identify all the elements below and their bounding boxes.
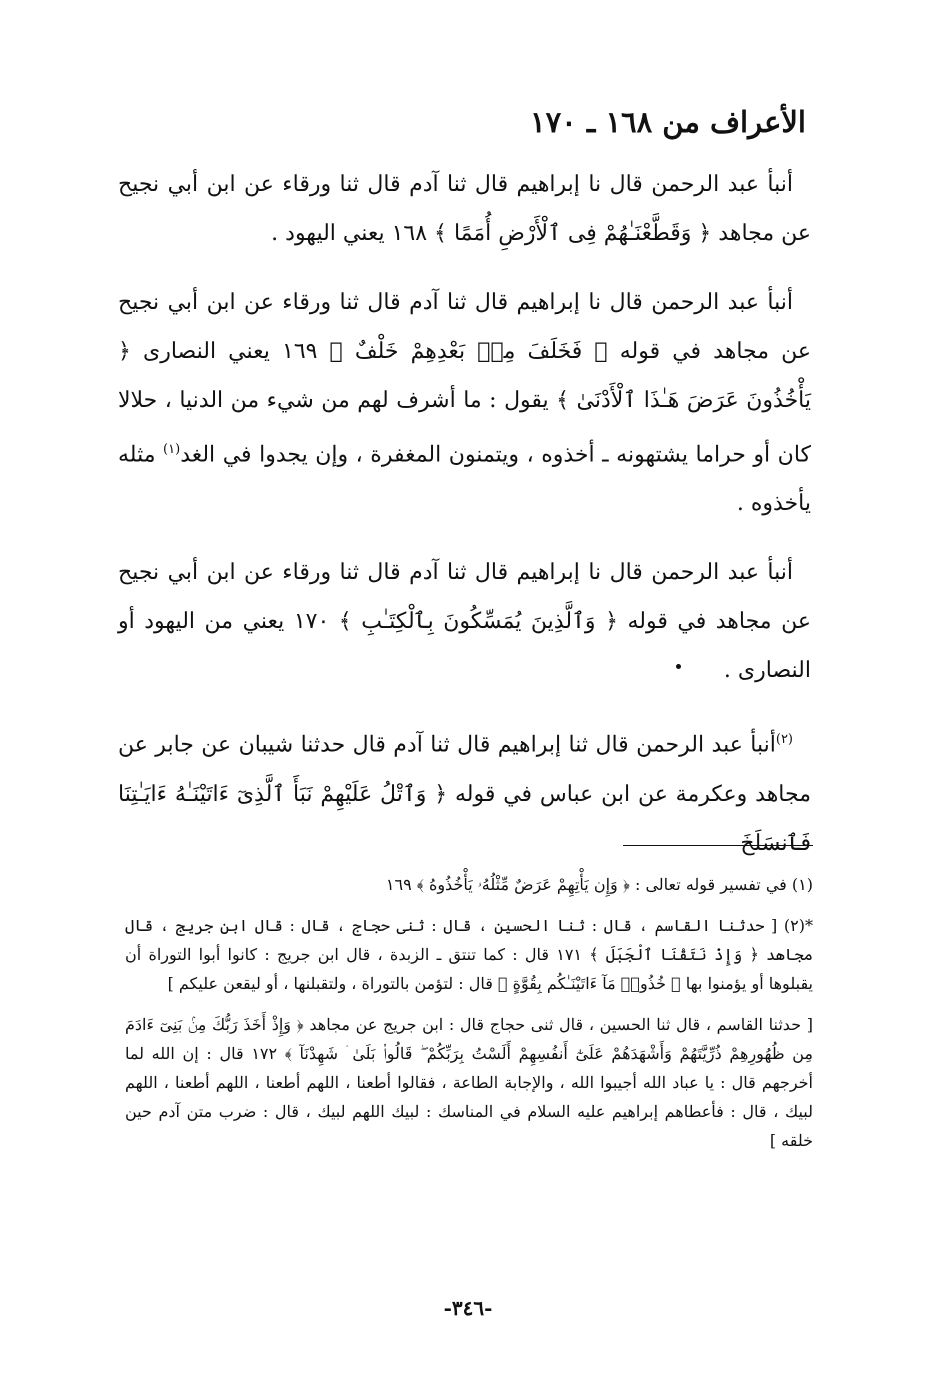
main-text [118,160,811,888]
header-title: الأعراف من ١٦٨ ـ ١٧٠ [530,105,806,139]
footnote-ref-1[interactable]: (١) [163,442,181,457]
paragraph-3 [118,548,811,695]
footnotes [125,870,813,1167]
footnote-ref-2[interactable]: (٢) [775,732,793,748]
paragraph-tail: مثله يأخذوه . [118,442,811,517]
running-header [130,102,806,142]
footnote-2: *(٢) [ حدثنا القاسم ، قال : ثنا الحسين ، قال : ثنى حجاج ، قال : قال ابن جريج ، قال مجاهد ﴿ وَإِذْ نَتَقْنَا ٱلْجَبَلَ ﴾ ١٧١ قال : كما تنتق ـ الزبدة ، قال ابن جريج : كانوا أبوا التوراة أن يقبلوها أو يؤمنوا بها ﴿ خُذُوا۟ مَآ ءَاتَيْنَـٰكُم بِقُوَّةٍ ﴾ قال : لتؤمن بالتوراة ، ولتقبلنها ، أو ليقعن عليكم ] [125,916,813,993]
footnote-1: (١) في تفسير قوله تعالى : ﴿ وَإِن يَأْتِهِمْ عَرَضٌ مِّثْلُهُۥ يَأْخُذُوهُ ﴾ ١٦٩ [385,875,813,894]
paragraph-text: أنبأ عبد الرحمن قال نا إبراهيم قال ثنا آدم قال ثنا ورقاء عن ابن أبي نجيح عن مجاهد ﴿ وَقَطَّعْنَـٰهُمْ فِى ٱلْأَرْضِ أُمَمًا ﴾ ١٦٨ يعني اليهود . [118,172,811,246]
paragraph-2 [118,278,811,528]
paragraph-text: أنبأ عبد الرحمن قال نا إبراهيم قال ثنا آدم قال ثنا ورقاء عن ابن أبي نجيح عن مجاهد في قوله ﴿ فَخَلَفَ مِنۢ بَعْدِهِمْ خَلْفٌ ﴾ ١٦٩ يعني النصارى ﴿ يَأْخُذُونَ عَرَضَ هَـٰذَا ٱلْأَدْنَىٰ ﴾ يقول : ما أشرف لهم من شيء من الدنيا ، حلالا كان أو حراما يشتهونه ـ أخذوه ، ويتمنون المغفرة ، وإن يجدوا في الغد [118,290,811,468]
footnote-separator [623,845,813,846]
stray-dot [676,664,681,669]
paragraph-text: أنبأ عبد الرحمن قال نا إبراهيم قال ثنا آدم قال ثنا ورقاء عن ابن أبي نجيح عن مجاهد في قوله ﴿ وَٱلَّذِينَ يُمَسِّكُونَ بِٱلْكِتَـٰبِ ﴾ ١٧٠ يعني من اليهود أو النصارى . [118,560,811,684]
page-number: -٣٤٦- [443,1296,493,1320]
paragraph-1 [118,160,811,258]
paragraph-text: أنبأ عبد الرحمن قال ثنا إبراهيم قال ثنا آدم قال حدثنا شيبان عن جابر عن مجاهد وعكرمة عن ابن عباس في قوله ﴿ وَٱتْلُ عَلَيْهِمْ نَبَأَ ٱلَّذِىٓ ءَاتَيْنَـٰهُ ءَايَـٰتِنَا فَٱنسَلَخَ [118,732,811,856]
footnote-2-continued: [ حدثنا القاسم ، قال ثنا الحسين ، قال ثنى حجاج قال : ابن جريج عن مجاهد ﴿ وَإِذْ أَخَذَ رَبُّكَ مِنۢ بَنِىٓ ءَادَمَ مِن ظُهُورِهِمْ ذُرِّيَّتَهُمْ وَأَشْهَدَهُمْ عَلَىٰٓ أَنفُسِهِمْ أَلَسْتُ بِرَبِّكُمْ ۖ قَالُوا۟ بَلَىٰ ۛ شَهِدْنَآ ﴾ ١٧٢ قال : إن الله لما أخرجهم قال : يا عباد الله أجيبوا الله ، والإجابة الطاعة ، فقالوا أطعنا ، اللهم أطعنا ، اللهم أطعنا ، اللهم لبيك ، قال : فأعطاهم إبراهيم عليه السلام في المناسك : لبيك اللهم لبيك ، قال : ضرب متن آدم حين خلقه ] [125,1015,813,1150]
